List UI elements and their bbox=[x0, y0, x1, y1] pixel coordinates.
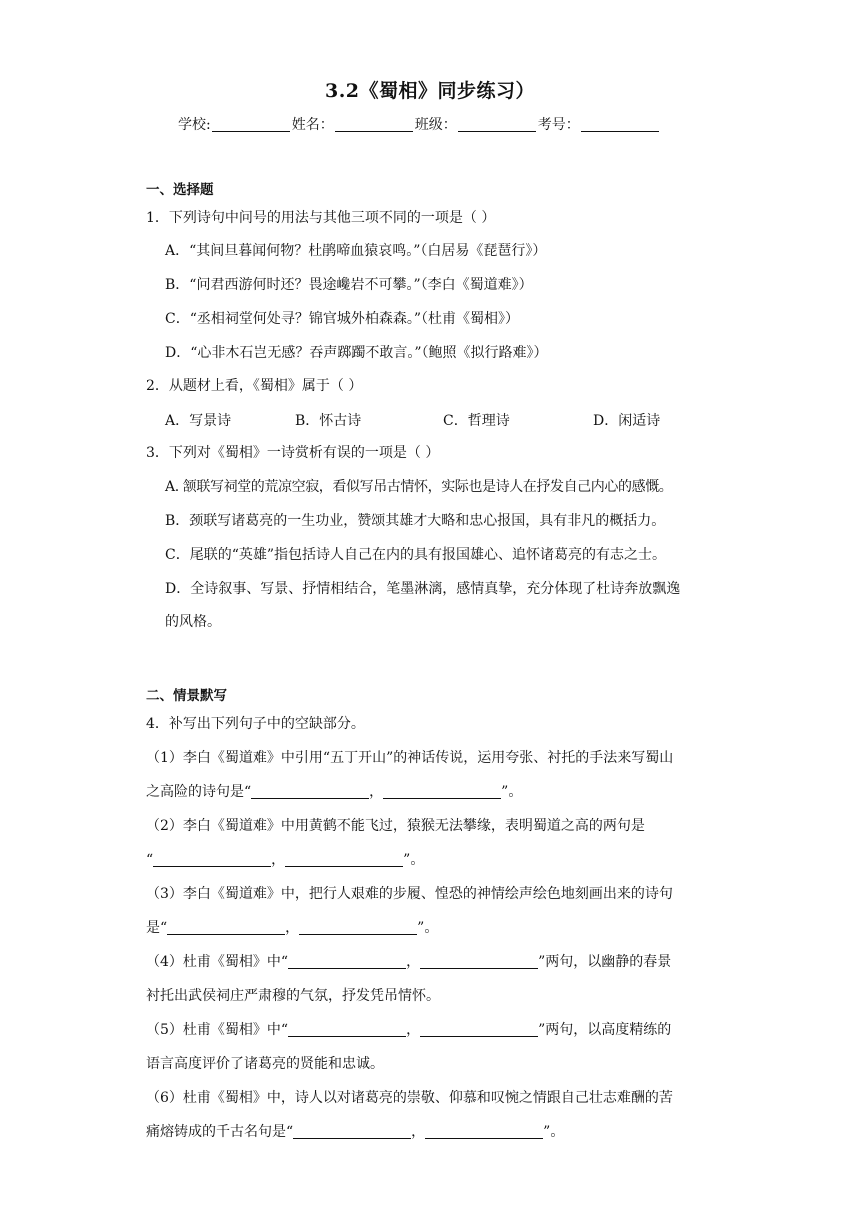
class-label: 班级： bbox=[414, 117, 457, 133]
item-5-blank-1[interactable] bbox=[288, 1023, 406, 1037]
item-6-end: ”。 bbox=[543, 1124, 565, 1140]
item-2-line-2 bbox=[146, 851, 424, 869]
section-heading-choice: 一、选择题 bbox=[146, 182, 214, 198]
item-2-comma: ， bbox=[271, 852, 286, 868]
question-1-option-b: B．“问君西游何时还？畏途巉岩不可攀。”（李白《蜀道难》） bbox=[165, 277, 533, 293]
item-2-end: ”。 bbox=[403, 852, 425, 868]
item-1-blank-2[interactable] bbox=[383, 785, 501, 799]
question-2-option-a: A．写景诗 bbox=[165, 413, 232, 429]
item-3-blank-1[interactable] bbox=[167, 921, 285, 935]
class-blank[interactable] bbox=[458, 117, 536, 132]
question-1-stem: 1．下列诗句中问号的用法与其他三项不同的一项是（ ） bbox=[146, 210, 496, 226]
item-3-blank-2[interactable] bbox=[299, 921, 417, 935]
question-3-stem: 3．下列对《蜀相》一诗赏析有误的一项是（ ） bbox=[146, 445, 440, 461]
item-3-prefix: 是“ bbox=[146, 920, 168, 936]
item-2-blank-2[interactable] bbox=[285, 853, 403, 867]
question-2-stem: 2．从题材上看，《蜀相》属于（ ） bbox=[146, 378, 363, 394]
item-5-line-1 bbox=[146, 1021, 671, 1039]
item-1-line-2 bbox=[146, 783, 522, 801]
question-2-option-b: B．怀古诗 bbox=[295, 413, 362, 429]
item-5-suffix: ”两句，以高度精练的 bbox=[538, 1022, 672, 1038]
item-2-line-1: （2）李白《蜀道难》中用黄鹤不能飞过，猿猴无法攀缘，表明蜀道之高的两句是 bbox=[146, 818, 645, 834]
item-6-blank-1[interactable] bbox=[293, 1125, 411, 1139]
item-5-prefix: （5）杜甫《蜀相》中“ bbox=[146, 1022, 289, 1038]
question-4-stem: 4．补写出下列句子中的空缺部分。 bbox=[146, 716, 365, 732]
item-4-blank-2[interactable] bbox=[420, 955, 538, 969]
question-3-option-c: C．尾联的“英雄”指包括诗人自己在内的具有报国雄心、追怀诸葛亮的有志之士。 bbox=[165, 547, 667, 563]
question-1-option-c: C．“丞相祠堂何处寻？锦官城外柏森森。”（杜甫《蜀相》） bbox=[165, 311, 520, 327]
item-1-comma: ， bbox=[369, 784, 384, 800]
student-info-line bbox=[178, 114, 661, 134]
name-label: 姓名： bbox=[291, 117, 334, 133]
question-1-option-d: D．“心非木石岂无感？吞声踯躅不敢言。”（鲍照《拟行路难》） bbox=[165, 345, 548, 361]
item-3-comma: ， bbox=[285, 920, 300, 936]
question-3-option-a: A. 颔联写祠堂的荒凉空寂，看似写吊古情怀，实际也是诗人在抒发自己内心的感慨。 bbox=[165, 479, 673, 495]
item-1-end: ”。 bbox=[501, 784, 523, 800]
item-4-comma: ， bbox=[406, 954, 421, 970]
question-3-option-b: B．颈联写诸葛亮的一生功业，赞颂其雄才大略和忠心报国，具有非凡的概括力。 bbox=[165, 513, 666, 529]
item-1-prefix: 之高险的诗句是“ bbox=[146, 784, 252, 800]
item-6-comma: ， bbox=[411, 1124, 426, 1140]
item-4-prefix: （4）杜甫《蜀相》中“ bbox=[146, 954, 289, 970]
section-heading-fill: 二、情景默写 bbox=[146, 688, 227, 704]
item-6-line-1: （6）杜甫《蜀相》中，诗人以对诸葛亮的崇敬、仰慕和叹惋之情跟自己壮志难酬的苦 bbox=[146, 1090, 673, 1106]
question-3-option-d: D．全诗叙事、写景、抒情相结合，笔墨淋漓，感情真挚，充分体现了杜诗奔放飘逸 bbox=[165, 581, 681, 597]
item-6-line-2 bbox=[146, 1123, 564, 1141]
item-6-blank-2[interactable] bbox=[425, 1125, 543, 1139]
item-1-line-1: （1）李白《蜀道难》中引用“五丁开山”的神话传说，运用夸张、衬托的手法来写蜀山 bbox=[146, 750, 674, 766]
name-blank[interactable] bbox=[335, 117, 413, 132]
number-blank[interactable] bbox=[581, 117, 659, 132]
question-2-option-c: C．哲理诗 bbox=[443, 413, 510, 429]
item-1-blank-1[interactable] bbox=[251, 785, 369, 799]
item-5-comma: ， bbox=[406, 1022, 421, 1038]
item-2-prefix: “ bbox=[146, 852, 154, 868]
item-4-line-1 bbox=[146, 953, 671, 971]
item-4-line-2: 衬托出武侯祠庄严肃穆的气氛，抒发凭吊情怀。 bbox=[146, 988, 440, 1004]
question-1-option-a: A．“其间旦暮闻何物？杜鹃啼血猿哀鸣。”（白居易《琵琶行》） bbox=[165, 243, 547, 259]
item-3-end: ”。 bbox=[417, 920, 439, 936]
school-label: 学校: bbox=[178, 117, 211, 133]
item-4-blank-1[interactable] bbox=[288, 955, 406, 969]
item-2-blank-1[interactable] bbox=[153, 853, 271, 867]
question-2-option-d: D．闲适诗 bbox=[593, 413, 661, 429]
page-title: 3.2《蜀相》同步练习） bbox=[324, 80, 536, 102]
school-blank[interactable] bbox=[212, 117, 290, 132]
item-6-prefix: 痛熔铸成的千古名句是“ bbox=[146, 1124, 294, 1140]
item-4-suffix: ”两句，以幽静的春景 bbox=[538, 954, 672, 970]
item-5-line-2: 语言高度评价了诸葛亮的贤能和忠诚。 bbox=[146, 1056, 384, 1072]
item-5-blank-2[interactable] bbox=[420, 1023, 538, 1037]
number-label: 考号： bbox=[537, 117, 580, 133]
item-3-line-2 bbox=[146, 919, 438, 937]
question-3-option-d-cont: 的风格。 bbox=[165, 614, 221, 630]
item-3-line-1: （3）李白《蜀道难》中，把行人艰难的步履、惶恐的神情绘声绘色地刻画出来的诗句 bbox=[146, 886, 673, 902]
